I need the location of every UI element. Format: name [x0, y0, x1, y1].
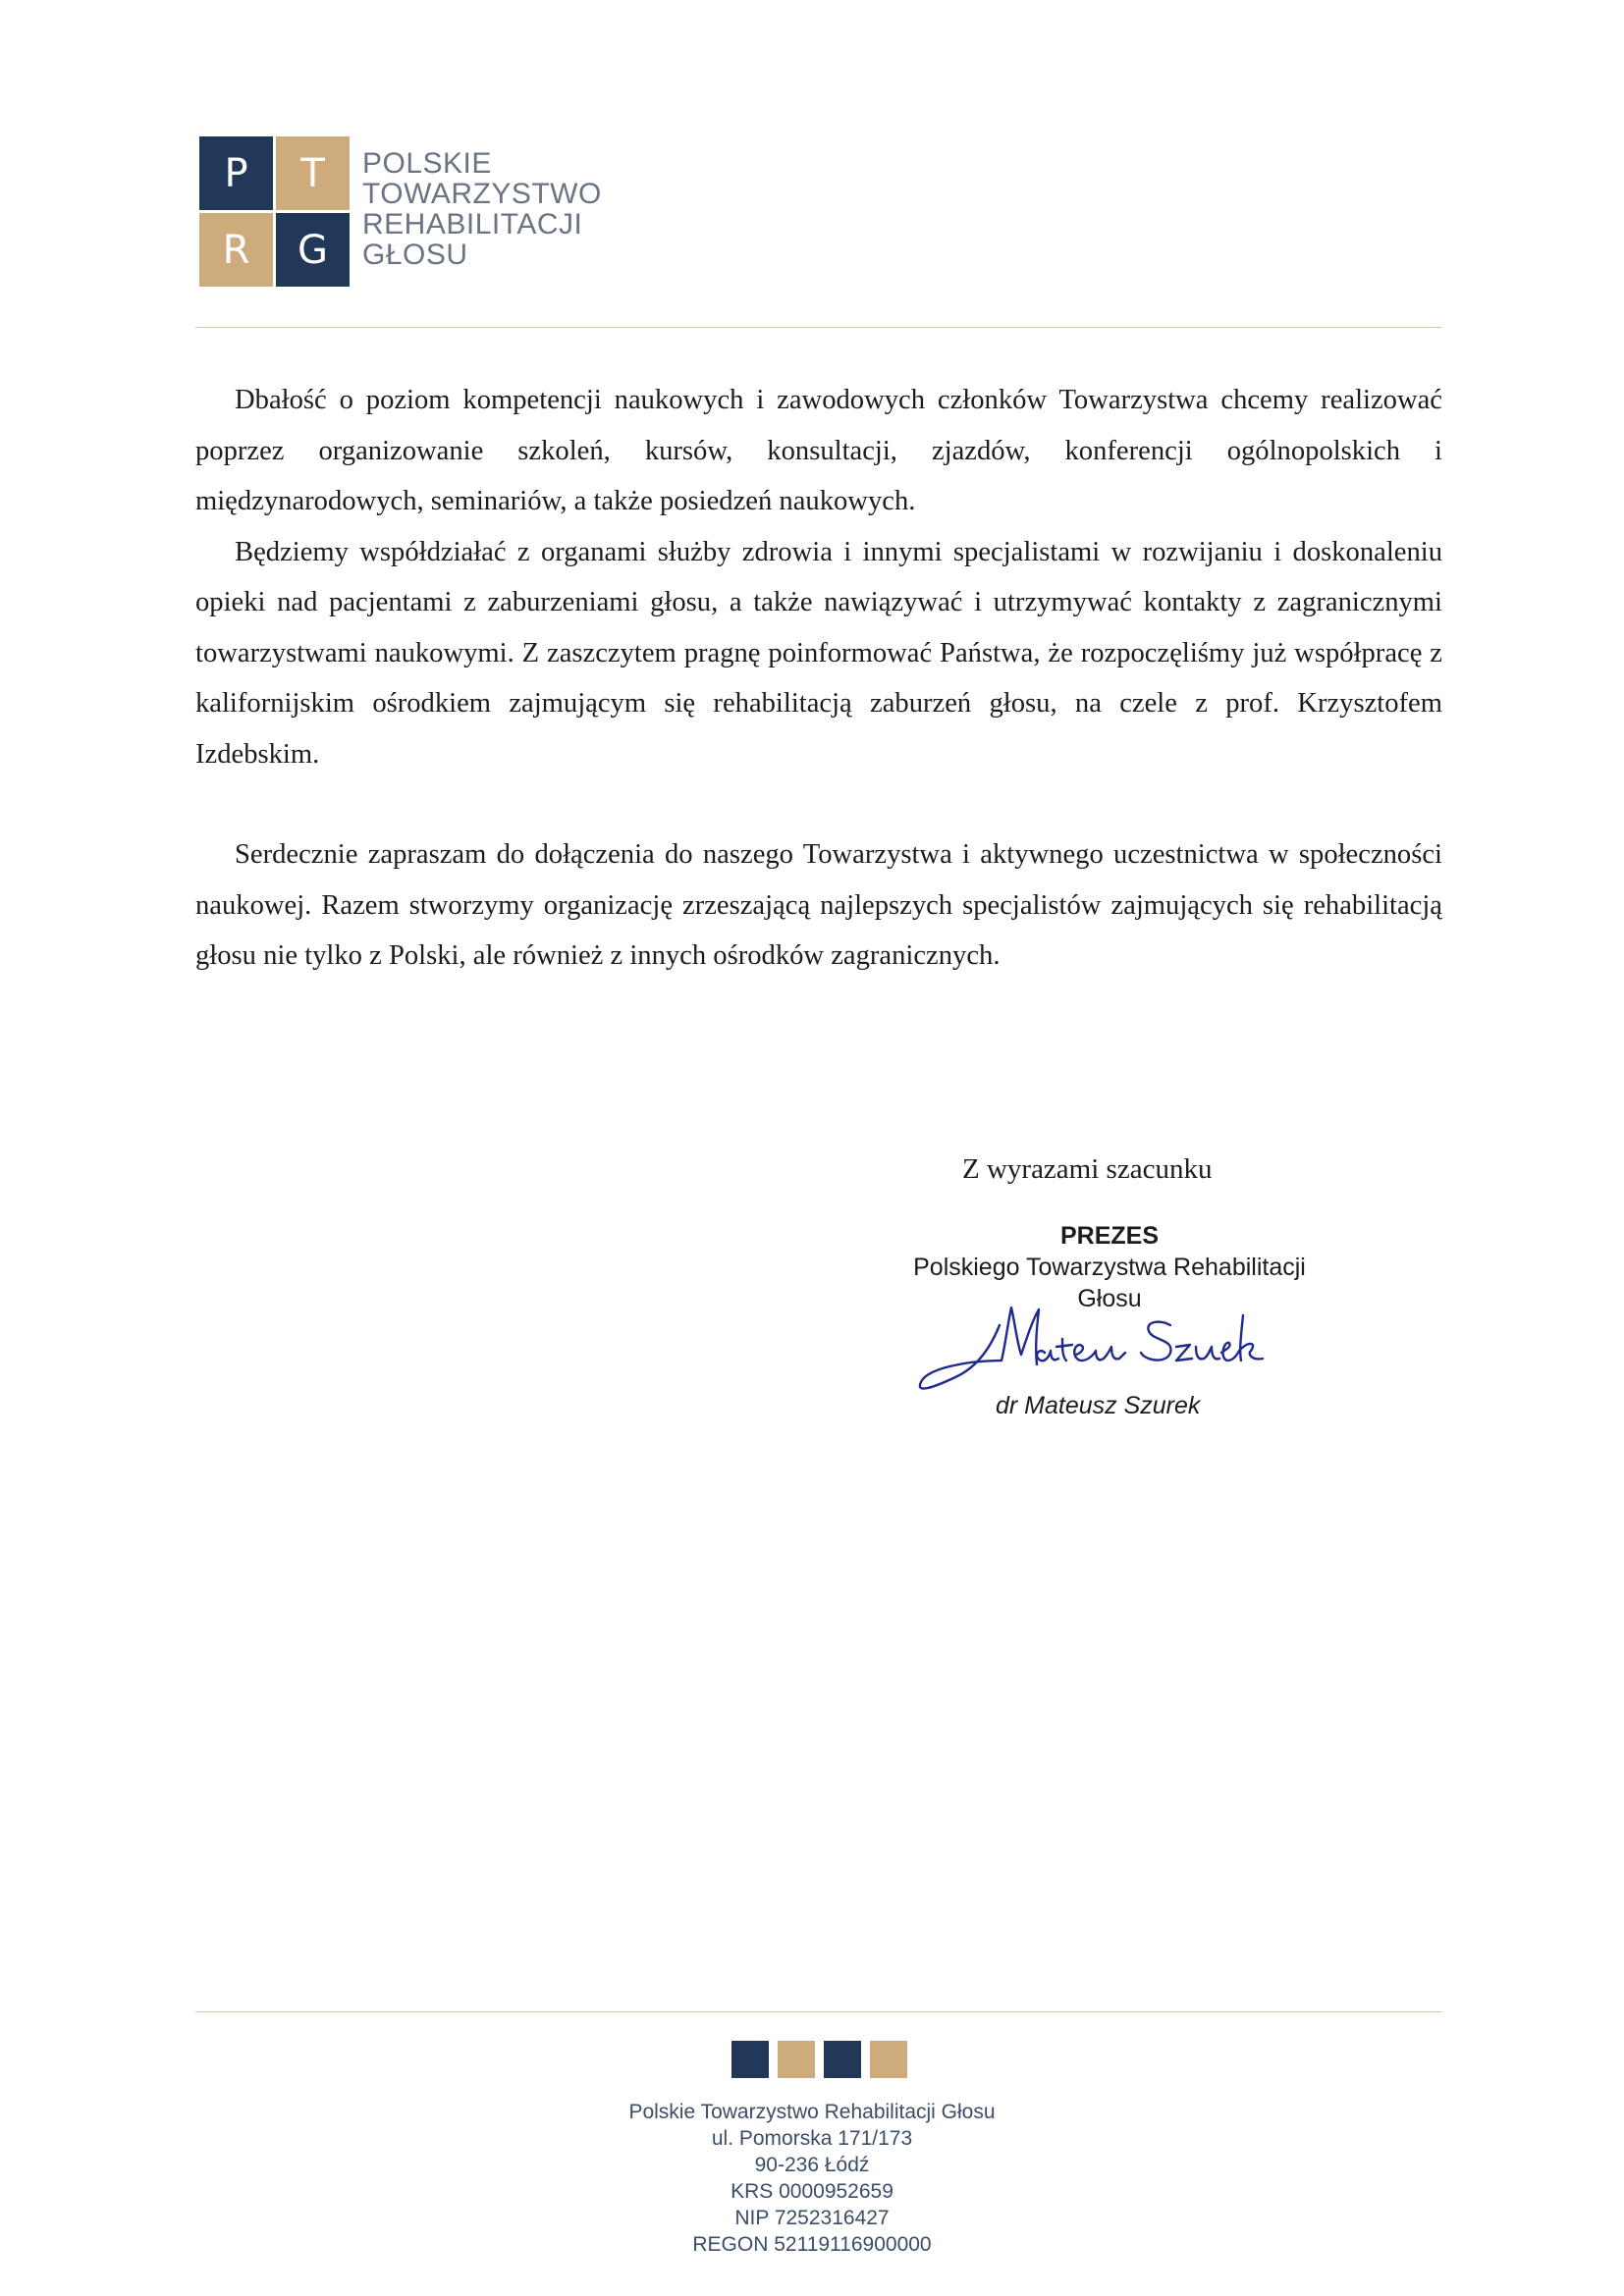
logo-text-line: GŁOSU	[362, 239, 468, 271]
letter-paragraph: Dbałość o poziom kompetencji naukowych i zawodowych członków Towarzystwa chcemy realizować poprzez organizowanie szkoleń, kursów, konsultacji, zjazdów, konferencji ogólnopolskich i międzynarodowych, seminariów, a także posiedzeń naukowych.	[195, 385, 1442, 516]
signer-name: dr Mateusz Szurek	[996, 1392, 1201, 1419]
letter-paragraph: Serdecznie zapraszam do dołączenia do naszego Towarzystwa i aktywnego uczestnictwa w społeczności naukowej. Razem stworzymy organizację zrzeszającą najlepszych specjalistów zajmujących się rehabilitacją głosu nie tylko z Polski, ale również z innych ośrodków zagranicznych.	[195, 839, 1442, 971]
footer-square	[778, 2041, 815, 2078]
logo-cell-t: T	[276, 136, 350, 210]
letter-closing: Z wyrazami szacunku	[962, 1153, 1213, 1185]
signer-organization-cont: Głosu	[1077, 1285, 1142, 1312]
logo-text-line: TOWARZYSTWO	[362, 178, 602, 210]
header-divider	[195, 327, 1442, 328]
footer-contact-info	[517, 2099, 1107, 2258]
footer-nip: NIP 7252316427	[734, 2207, 890, 2229]
logo-letter-grid	[199, 136, 352, 290]
logo-cell-g: G	[276, 213, 350, 287]
letter-paragraph: Będziemy współdziałać z organami służby zdrowia i innymi specjalistami w rozwijaniu i doskonaleniu opieki nad pacjentami z zaburzeniami głosu, a także nawiązywać i utrzymywać kontakty z zagranicznymi towarzystwami naukowymi. Z zaszczytem pragnę poinformować Państwa, że rozpoczęliśmy już współpracę z kalifornijskim ośrodkiem zajmującym się rehabilitacją zaburzeń głosu, na czele z prof. Krzysztofem Izdebskim.	[195, 536, 1442, 770]
logo-text-line: POLSKIE	[362, 147, 492, 180]
footer-krs: KRS 0000952659	[731, 2180, 893, 2203]
logo-cell-r: R	[199, 213, 273, 287]
signer-organization: Polskiego Towarzystwa Rehabilitacji	[913, 1254, 1306, 1281]
footer-city: 90-236 Łódź	[754, 2154, 870, 2176]
footer-square	[731, 2041, 769, 2078]
signer-title: PREZES	[1059, 1222, 1160, 1250]
ptrg-logo	[199, 136, 612, 290]
letter-body	[195, 375, 1442, 982]
footer-divider	[195, 2011, 1442, 2012]
logo-cell-p: P	[199, 136, 273, 210]
footer-logo-squares	[731, 2041, 907, 2078]
footer-org-name: Polskie Towarzystwo Rehabilitacji Głosu	[628, 2101, 996, 2123]
logo-wordmark	[362, 148, 602, 270]
footer-street: ul. Pomorska 171/173	[711, 2127, 913, 2150]
footer-square	[870, 2041, 907, 2078]
footer-regon: REGON 52119116900000	[692, 2233, 932, 2256]
footer-square	[824, 2041, 861, 2078]
logo-text-line: REHABILITACJI	[362, 208, 583, 240]
